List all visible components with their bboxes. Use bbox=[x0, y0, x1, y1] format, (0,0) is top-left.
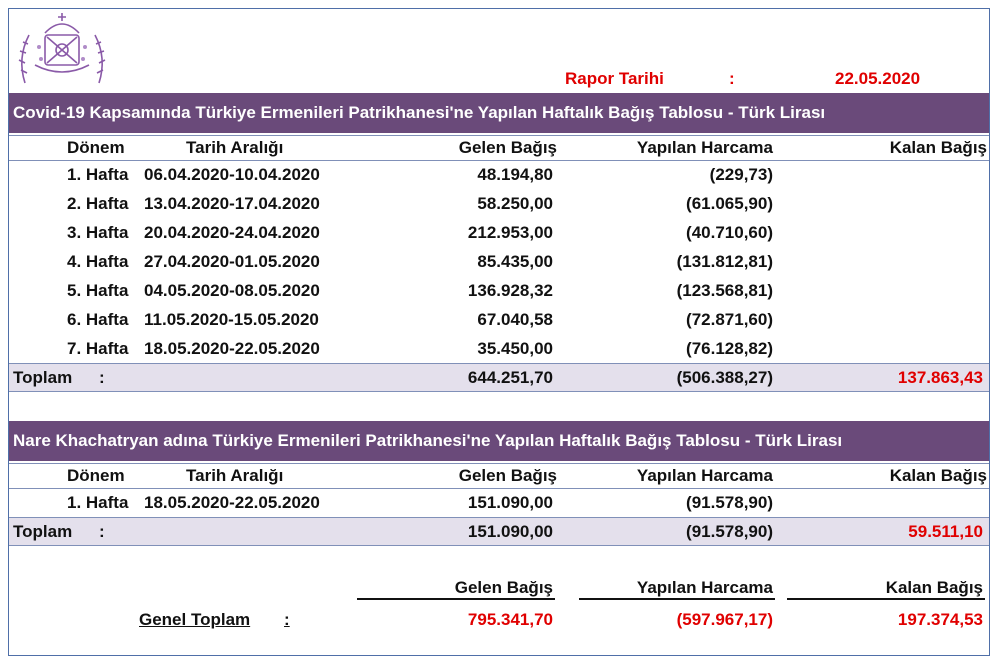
row-period: 7. Hafta bbox=[67, 339, 129, 358]
section2-header-row bbox=[9, 463, 989, 489]
col-range-header: Tarih Aralığı bbox=[186, 466, 284, 485]
col-period-header: Dönem bbox=[67, 466, 125, 485]
section1-total-row bbox=[9, 363, 989, 392]
row-spent: (40.710,60) bbox=[686, 223, 773, 242]
grand-remaining-header: Kalan Bağış bbox=[885, 578, 983, 597]
row-incoming: 58.250,00 bbox=[477, 194, 553, 213]
table-row bbox=[9, 218, 989, 247]
row-incoming: 35.450,00 bbox=[477, 339, 553, 358]
total-spent: (91.578,90) bbox=[686, 522, 773, 541]
col-range-header: Tarih Aralığı bbox=[186, 138, 284, 157]
total-colon: : bbox=[99, 368, 105, 387]
row-incoming: 151.090,00 bbox=[467, 493, 553, 512]
grand-spent: (597.967,17) bbox=[676, 610, 773, 629]
table-row bbox=[9, 189, 989, 218]
col-period-header: Dönem bbox=[67, 138, 125, 157]
grand-incoming: 795.341,70 bbox=[467, 610, 553, 629]
row-incoming: 48.194,80 bbox=[477, 165, 553, 184]
row-incoming: 85.435,00 bbox=[477, 252, 553, 271]
total-incoming: 644.251,70 bbox=[467, 368, 553, 387]
col-remaining-header: Kalan Bağış bbox=[889, 138, 987, 157]
patriarchate-seal-logo bbox=[15, 13, 109, 89]
row-range: 13.04.2020-17.04.2020 bbox=[144, 194, 320, 213]
row-range: 04.05.2020-08.05.2020 bbox=[144, 281, 320, 300]
grand-remaining: 197.374,53 bbox=[897, 610, 983, 629]
report-date-value: 22.05.2020 bbox=[835, 69, 921, 88]
row-period: 6. Hafta bbox=[67, 310, 129, 329]
row-incoming: 67.040,58 bbox=[477, 310, 553, 329]
table-row bbox=[9, 247, 989, 276]
row-period: 5. Hafta bbox=[67, 281, 129, 300]
grand-remaining-underline bbox=[787, 598, 985, 600]
row-range: 11.05.2020-15.05.2020 bbox=[144, 310, 319, 329]
grand-spent-underline bbox=[579, 598, 775, 600]
report-date-colon: : bbox=[729, 69, 735, 88]
row-spent: (91.578,90) bbox=[686, 493, 773, 512]
col-incoming-header: Gelen Bağış bbox=[458, 138, 557, 157]
row-period: 2. Hafta bbox=[67, 194, 129, 213]
section2-total-row bbox=[9, 517, 989, 546]
total-remaining: 137.863,43 bbox=[897, 368, 983, 387]
row-spent: (131.812,81) bbox=[676, 252, 773, 271]
row-period: 1. Hafta bbox=[67, 165, 129, 184]
total-incoming: 151.090,00 bbox=[467, 522, 553, 541]
total-label: Toplam bbox=[13, 368, 73, 387]
table-row bbox=[9, 160, 989, 189]
section1-header-row bbox=[9, 135, 989, 161]
row-range: 18.05.2020-22.05.2020 bbox=[144, 493, 320, 512]
total-remaining: 59.511,10 bbox=[908, 522, 983, 541]
table-row bbox=[9, 276, 989, 305]
row-period: 4. Hafta bbox=[67, 252, 129, 271]
col-spent-header: Yapılan Harcama bbox=[636, 466, 773, 485]
row-period: 1. Hafta bbox=[67, 493, 129, 512]
col-remaining-header: Kalan Bağış bbox=[889, 466, 987, 485]
total-colon: : bbox=[99, 522, 105, 541]
grand-spent-header: Yapılan Harcama bbox=[636, 578, 773, 597]
table-row bbox=[9, 488, 989, 517]
total-label: Toplam bbox=[13, 522, 73, 541]
row-incoming: 212.953,00 bbox=[467, 223, 553, 242]
row-range: 18.05.2020-22.05.2020 bbox=[144, 339, 320, 358]
row-spent: (229,73) bbox=[709, 165, 773, 184]
row-spent: (76.128,82) bbox=[686, 339, 773, 358]
report-frame bbox=[8, 8, 990, 656]
grand-incoming-underline bbox=[357, 598, 555, 600]
row-period: 3. Hafta bbox=[67, 223, 129, 242]
total-spent: (506.388,27) bbox=[676, 368, 773, 387]
col-spent-header: Yapılan Harcama bbox=[636, 138, 773, 157]
grand-total-colon: : bbox=[284, 610, 290, 629]
table-row bbox=[9, 334, 989, 363]
row-range: 27.04.2020-01.05.2020 bbox=[144, 252, 320, 271]
row-spent: (72.871,60) bbox=[686, 310, 773, 329]
row-incoming: 136.928,32 bbox=[467, 281, 553, 300]
section1-title: Covid-19 Kapsamında Türkiye Ermenileri Patrikhanesi'ne Yapılan Haftalık Bağış Tablosu - Türk Lirası bbox=[9, 93, 989, 133]
grand-total-label: Genel Toplam bbox=[139, 610, 251, 629]
row-spent: (123.568,81) bbox=[676, 281, 773, 300]
grand-total-row bbox=[9, 605, 989, 634]
section2-title: Nare Khachatryan adına Türkiye Ermenileri Patrikhanesi'ne Yapılan Haftalık Bağış Tablosu - Türk Lirası bbox=[9, 421, 989, 461]
row-range: 20.04.2020-24.04.2020 bbox=[144, 223, 320, 242]
report-date-label: Rapor Tarihi bbox=[565, 69, 664, 88]
row-spent: (61.065,90) bbox=[686, 194, 773, 213]
table-row bbox=[9, 305, 989, 334]
row-range: 06.04.2020-10.04.2020 bbox=[144, 165, 320, 184]
grand-incoming-header: Gelen Bağış bbox=[454, 578, 553, 597]
col-incoming-header: Gelen Bağış bbox=[458, 466, 557, 485]
